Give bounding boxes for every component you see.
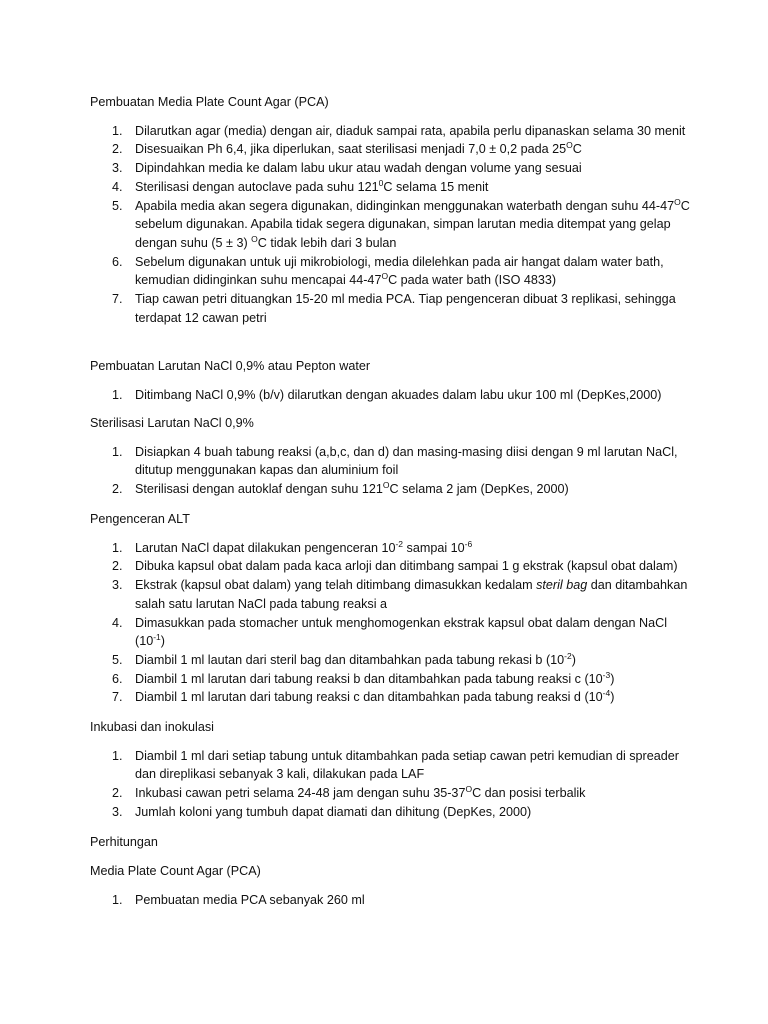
numbered-list [90, 747, 690, 822]
numbered-list [90, 443, 690, 499]
list-number: 4. [112, 615, 123, 630]
list-item [90, 197, 690, 253]
superscript: -2 [564, 650, 572, 661]
section-sterilisasi-nacl [90, 414, 690, 499]
list-number: 2. [112, 482, 123, 497]
text-run: Diambil 1 ml lautan dari steril bag dan ditambahkan pada tabung rekasi b (10 [135, 652, 565, 667]
list-number: 1. [112, 892, 123, 907]
list-item [90, 670, 690, 689]
text-run: Tiap cawan petri dituangkan 15-20 ml media PCA. Tiap pengenceran dibuat 3 replikasi, sehingga terdapat 12 cawan petri [135, 292, 676, 325]
list-item-text [135, 559, 678, 573]
section-heading: Perhitungan [90, 835, 158, 849]
list-item [90, 557, 690, 576]
text-run: Dimasukkan pada stomacher untuk menghomogenkan ekstrak kapsul obat dalam dengan NaCl (10 [135, 615, 668, 649]
section-heading: Inkubasi dan inokulasi [90, 720, 214, 734]
list-item-text [135, 669, 615, 686]
list-number: 1. [112, 444, 123, 459]
list-number: 6. [112, 254, 123, 269]
text-run: Ekstrak (kapsul obat dalam) yang telah ditimbang dimasukkan kedalam [135, 578, 537, 593]
superscript: O [465, 784, 473, 795]
text-run: Sebelum digunakan untuk uji mikrobiologi, media dilelehkan pada air hangat dalam water bath, kemudian didinginkan suhu mencapai 44-47 [135, 254, 664, 288]
text-run: C tidak lebih dari 3 bulan [257, 235, 397, 250]
superscript: O [382, 480, 390, 491]
text-run: Dipindahkan media ke dalam labu ukur atau wadah dengan volume yang sesuai [135, 161, 582, 176]
superscript: -2 [395, 538, 404, 549]
superscript: -4 [602, 688, 611, 699]
section-pembuatan-media-pca [90, 93, 690, 327]
list-item-text [135, 388, 661, 402]
text-run: C dan posisi terbalik [472, 786, 586, 801]
text-run: C pada water bath (ISO 4833) [388, 273, 557, 288]
section-heading: Media Plate Count Agar (PCA) [90, 864, 261, 878]
superscript: O [566, 140, 573, 151]
list-number: 6. [112, 671, 123, 686]
list-item-text [135, 578, 687, 611]
text-run: Ditimbang NaCl 0,9% (b/v) dilarutkan dengan akuades dalam labu ukur 100 ml (DepKes,2000) [135, 387, 662, 402]
list-item [90, 159, 690, 178]
list-item [90, 803, 690, 822]
superscript: -6 [464, 538, 473, 549]
list-item-text [135, 161, 582, 175]
superscript: -3 [602, 669, 611, 680]
text-run: sampai 10 [403, 540, 465, 555]
list-item-text [135, 538, 473, 555]
text-run: Diambil 1 ml larutan dari tabung reaksi c dan ditambahkan pada tabung reaksi d (10 [135, 690, 603, 705]
list-number: 1. [112, 540, 123, 555]
list-number: 2. [112, 559, 123, 574]
list-item [90, 614, 690, 651]
list-item [90, 891, 690, 910]
list-number: 1. [112, 123, 123, 138]
list-number: 3. [112, 161, 123, 176]
list-item [90, 443, 690, 480]
list-item [90, 651, 690, 670]
section-pengenceran-alt [90, 510, 690, 707]
list-number: 1. [112, 387, 123, 402]
text-run: Dibuka kapsul obat dalam pada kaca arloji dan ditimbang sampai 1 g ekstrak (kapsul obat dalam) [135, 559, 678, 574]
list-item [90, 480, 690, 499]
list-item-text [135, 177, 489, 194]
list-item-text [135, 805, 531, 819]
text-run: Apabila media akan segera digunakan, didinginkan menggunakan waterbath dengan suhu 44-47 [135, 198, 675, 213]
superscript: 0 [378, 177, 384, 188]
section-heading: Pembuatan Media Plate Count Agar (PCA) [90, 95, 329, 109]
list-number: 7. [112, 292, 123, 307]
list-number: 2. [112, 142, 123, 157]
text-run: Larutan NaCl dapat dilakukan pengenceran 10 [135, 540, 396, 555]
list-item-text [135, 445, 678, 478]
text-run: Diambil 1 ml larutan dari tabung reaksi b dan ditambahkan pada tabung reaksi c (10 [135, 671, 603, 686]
list-item [90, 178, 690, 197]
superscript: O [381, 271, 389, 282]
list-item [90, 688, 690, 707]
list-item [90, 386, 690, 405]
list-item-text [135, 255, 664, 288]
list-number: 3. [112, 578, 123, 593]
text-run: ) [610, 671, 615, 686]
list-number: 2. [112, 786, 123, 801]
list-item-text [135, 124, 685, 138]
section-heading: Sterilisasi Larutan NaCl 0,9% [90, 416, 254, 430]
text-run: C [572, 142, 582, 157]
section-inkubasi-inokulasi [90, 718, 690, 822]
list-item-text [135, 142, 582, 156]
list-item-text [135, 749, 679, 782]
section-perhitungan [90, 833, 690, 852]
list-item [90, 576, 690, 613]
superscript: O [251, 233, 258, 244]
text-run: C selama 15 menit [383, 179, 489, 194]
list-number: 5. [112, 652, 123, 667]
section-heading: Pengenceran ALT [90, 512, 190, 526]
text-run: Inkubasi cawan petri selama 24-48 jam dengan suhu 35-37 [135, 786, 466, 801]
text-run: C selama 2 jam (DepKes, 2000) [389, 482, 569, 497]
list-item [90, 253, 690, 290]
section-larutan-nacl [90, 357, 690, 404]
list-item-text [135, 482, 569, 496]
list-item [90, 122, 690, 141]
text-run: ) [610, 690, 615, 705]
numbered-list [90, 386, 690, 405]
list-item [90, 539, 690, 558]
numbered-list [90, 122, 690, 328]
list-item [90, 290, 690, 327]
text-run: C sebelum digunakan. Apabila tidak segera digunakan, simpan larutan media ditempat yang gelap dengan suhu (5 ± 3) [135, 198, 690, 250]
numbered-list [90, 539, 690, 707]
italic-text: steril bag [536, 578, 588, 593]
list-item [90, 747, 690, 784]
section-media-pca [90, 862, 690, 909]
list-item-text [135, 292, 676, 325]
text-run: Disesuaikan Ph 6,4, jika diperlukan, saat sterilisasi menjadi 7,0 ± 0,2 pada 25 [135, 142, 567, 157]
text-run: Jumlah koloni yang tumbuh dapat diamati dan dihitung (DepKes, 2000) [135, 804, 532, 819]
text-run: Dilarutkan agar (media) dengan air, diaduk sampai rata, apabila perlu dipanaskan selama 30 menit [135, 123, 686, 138]
list-item-text [135, 786, 585, 800]
text-run: Sterilisasi dengan autoclave pada suhu 121 [135, 179, 379, 194]
list-number: 3. [112, 804, 123, 819]
list-item [90, 784, 690, 803]
text-run: Sterilisasi dengan autoklaf dengan suhu 121 [135, 482, 383, 497]
list-item-text [135, 690, 614, 704]
text-run: Disiapkan 4 buah tabung reaksi (a,b,c, dan d) dan masing-masing diisi dengan 9 ml larutan NaCl, ditutup menggunakan kapas dan aluminium foil [135, 444, 678, 478]
text-run: ) [571, 652, 576, 667]
numbered-list [90, 891, 690, 910]
list-item-text [135, 650, 576, 667]
list-item-text [135, 893, 365, 907]
list-number: 4. [112, 179, 123, 194]
superscript: -1 [153, 632, 161, 643]
text-run: dan ditambahkan salah satu larutan NaCl pada tabung reaksi a [135, 578, 688, 611]
superscript: O [674, 196, 681, 207]
list-item-text [135, 196, 690, 250]
text-run: ) [160, 634, 165, 649]
list-number: 1. [112, 748, 123, 763]
text-run: Diambil 1 ml dari setiap tabung untuk ditambahkan pada setiap cawan petri kemudian di spreader dan direplikasi sebanyak 3 kali, dilakukan pada LAF [135, 748, 679, 782]
list-number: 7. [112, 690, 123, 705]
text-run: Pembuatan media PCA sebanyak 260 ml [135, 892, 365, 907]
list-item [90, 140, 690, 159]
list-number: 5. [112, 198, 123, 213]
section-heading: Pembuatan Larutan NaCl 0,9% atau Pepton water [90, 359, 371, 373]
list-item-text [135, 616, 667, 649]
